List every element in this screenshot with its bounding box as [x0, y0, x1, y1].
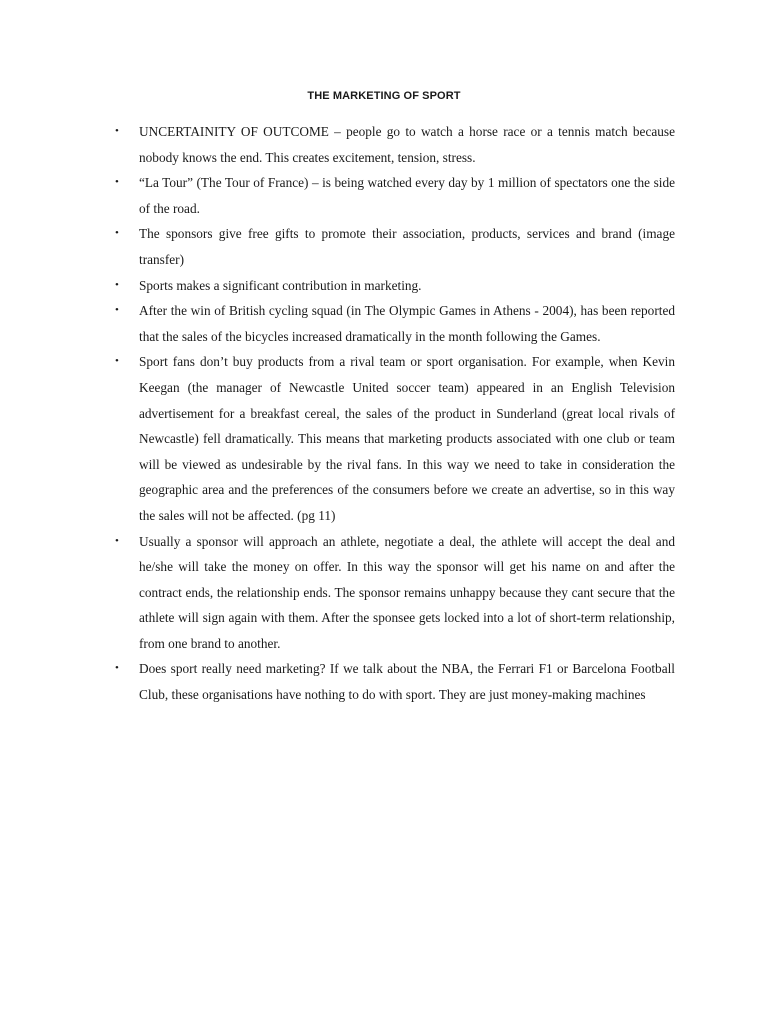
document-title: THE MARKETING OF SPORT — [307, 90, 461, 102]
list-item-text: After the win of British cycling squad (in The Olympic Games in Athens - 2004), has been reported that the sales of the bicycles increased dramatically in the month following the Games. — [139, 303, 675, 344]
list-item-text: UNCERTAINITY OF OUTCOME – people go to watch a horse race or a tennis match because nobody knows the end. This creates excitement, tension, stress. — [139, 124, 675, 165]
list-item — [113, 119, 675, 170]
list-item — [113, 273, 675, 299]
list-item — [113, 529, 675, 657]
list-item — [113, 298, 675, 349]
list-item-text: Does sport really need marketing? If we talk about the NBA, the Ferrari F1 or Barcelona Football Club, these organisations have nothing to do with sport. They are just money-making machines — [139, 661, 675, 703]
list-item-text: Usually a sponsor will approach an athlete, negotiate a deal, the athlete will accept the deal and he/she will take the money on offer. In this way the sponsor will get his name on and after the contract ends, the relationship ends. The sponsor remains unhappy because they cant secure that the athlete will sign again with them. After the sponsee gets locked into a lot of short-term relationship, from one brand to another. — [139, 533, 675, 651]
bullet-icon: • — [115, 662, 119, 675]
bullet-icon: • — [115, 176, 119, 189]
list-item — [113, 656, 675, 707]
bullet-icon: • — [115, 125, 119, 137]
bullet-icon: • — [115, 304, 119, 317]
bullet-icon: • — [115, 227, 119, 240]
list-item — [113, 349, 675, 528]
list-item-text: Sport fans don’t buy products from a rival team or sport organisation. For example, when Kevin Keegan (the manager of Newcastle United soccer team) appeared in an English Television advertisement for a breakfast cereal, the sales of the product in Sunderland (great local rivals of Newcastle) fell dramatically. This means that marketing products associated with one club or team will be viewed as undesirable by the rival fans. In this way we need to take in consideration the geographic area and the preferences of the consumers before we create an advertise, so in this way the sales will not be affected. (pg 11) — [139, 354, 675, 523]
bullet-icon: • — [115, 355, 119, 368]
list-item — [113, 170, 675, 221]
bullet-list — [113, 119, 675, 708]
bullet-icon: • — [115, 278, 119, 291]
list-item — [113, 221, 675, 272]
bullet-icon: • — [115, 534, 119, 547]
list-item-text: “La Tour” (The Tour of France) – is being watched every day by 1 million of spectators one the side of the road. — [139, 175, 675, 216]
list-item-text: The sponsors give free gifts to promote their association, products, services and brand (image transfer) — [139, 226, 675, 267]
list-item-text: Sports makes a significant contribution in marketing. — [139, 277, 422, 293]
